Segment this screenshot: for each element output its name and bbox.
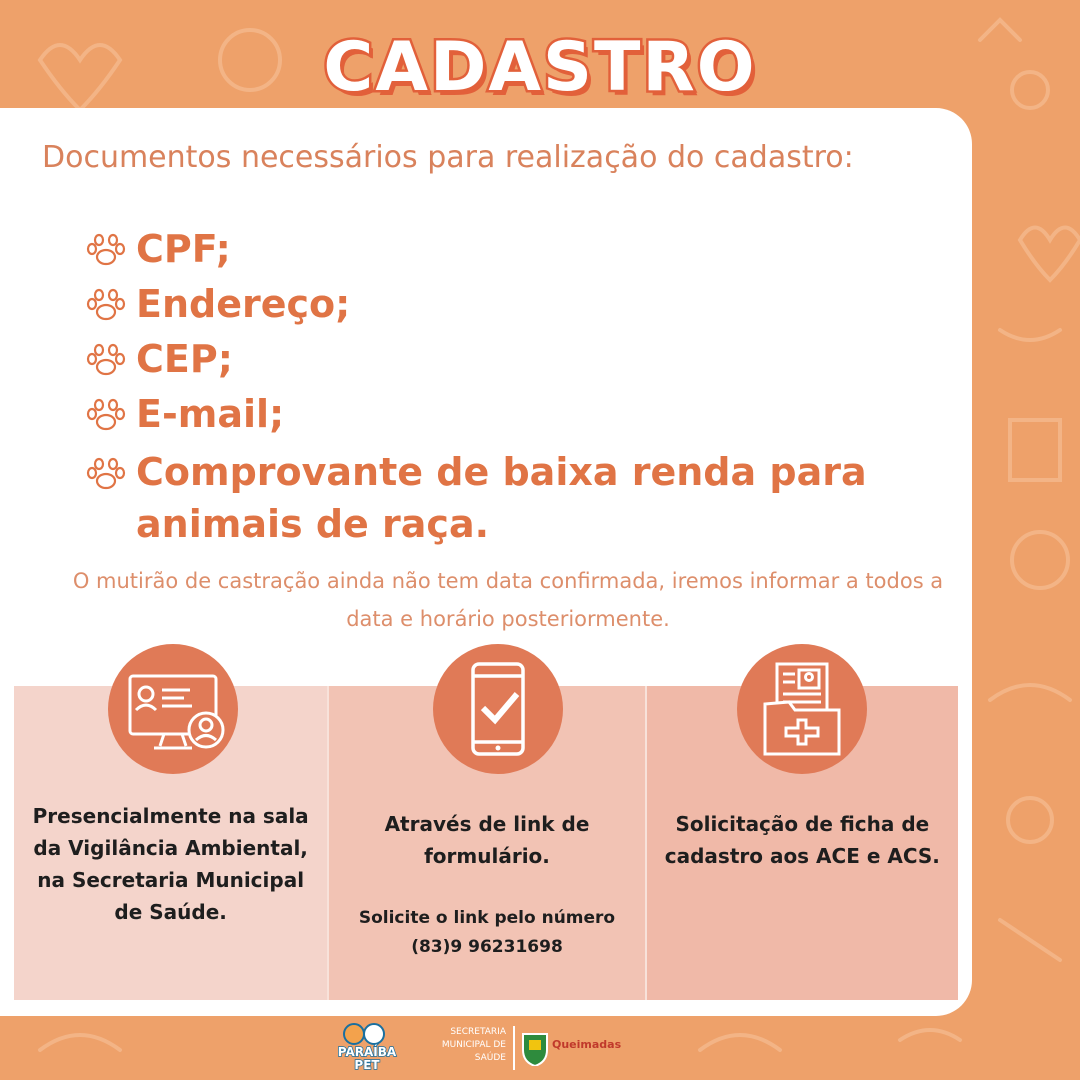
document-item bbox=[84, 277, 896, 332]
computer-user-icon bbox=[108, 644, 238, 774]
paraiba-pet-text: PARAÍBA PET bbox=[337, 1045, 397, 1072]
option-health-agents bbox=[647, 686, 958, 1000]
document-label: CPF; bbox=[136, 227, 231, 271]
page-title: CADASTRO bbox=[323, 28, 757, 107]
paw-icon bbox=[84, 287, 128, 323]
option-online-form-text: Através de link de formulário. bbox=[384, 812, 590, 868]
paw-icon bbox=[84, 397, 128, 433]
document-label: E-mail; bbox=[136, 392, 285, 436]
option-in-person bbox=[14, 686, 327, 1000]
option-online-form bbox=[327, 686, 646, 1000]
document-item bbox=[84, 387, 896, 442]
documents-list bbox=[84, 222, 896, 550]
castration-notice: O mutirão de castração ainda não tem data confirmada, iremos informar a todos a data e horário posteriormente. bbox=[72, 569, 944, 631]
document-label: Comprovante de baixa renda para animais de raça. bbox=[136, 450, 867, 546]
option-online-form-subtext: Solicite o link pelo número (83)9 96231698 bbox=[358, 908, 616, 957]
paw-icon bbox=[84, 342, 128, 378]
secretaria-text: SECRETARIA MUNICIPAL DE SAÚDE bbox=[441, 1027, 506, 1063]
documents-subtitle: Documentos necessários para realização do cadastro: bbox=[42, 140, 854, 175]
document-label: CEP; bbox=[136, 337, 233, 381]
city-crest-icon bbox=[520, 1030, 550, 1066]
paw-icon bbox=[84, 456, 128, 492]
document-label: Endereço; bbox=[136, 282, 351, 326]
document-item bbox=[84, 332, 896, 387]
city-name: Queimadas bbox=[552, 1038, 622, 1051]
footer-divider bbox=[513, 1026, 515, 1070]
document-item bbox=[84, 222, 896, 277]
footer-logos bbox=[330, 1018, 630, 1080]
option-health-agents-text: Solicitação de ficha de cadastro aos ACE e ACS. bbox=[664, 812, 940, 868]
registration-options bbox=[14, 686, 958, 1000]
document-item bbox=[84, 446, 896, 550]
phone-check-icon bbox=[433, 644, 563, 774]
option-in-person-text: Presencialmente na sala da Vigilância Ambiental, na Secretaria Municipal de Saúde. bbox=[32, 804, 309, 924]
paw-icon bbox=[84, 232, 128, 268]
medical-folder-icon bbox=[737, 644, 867, 774]
